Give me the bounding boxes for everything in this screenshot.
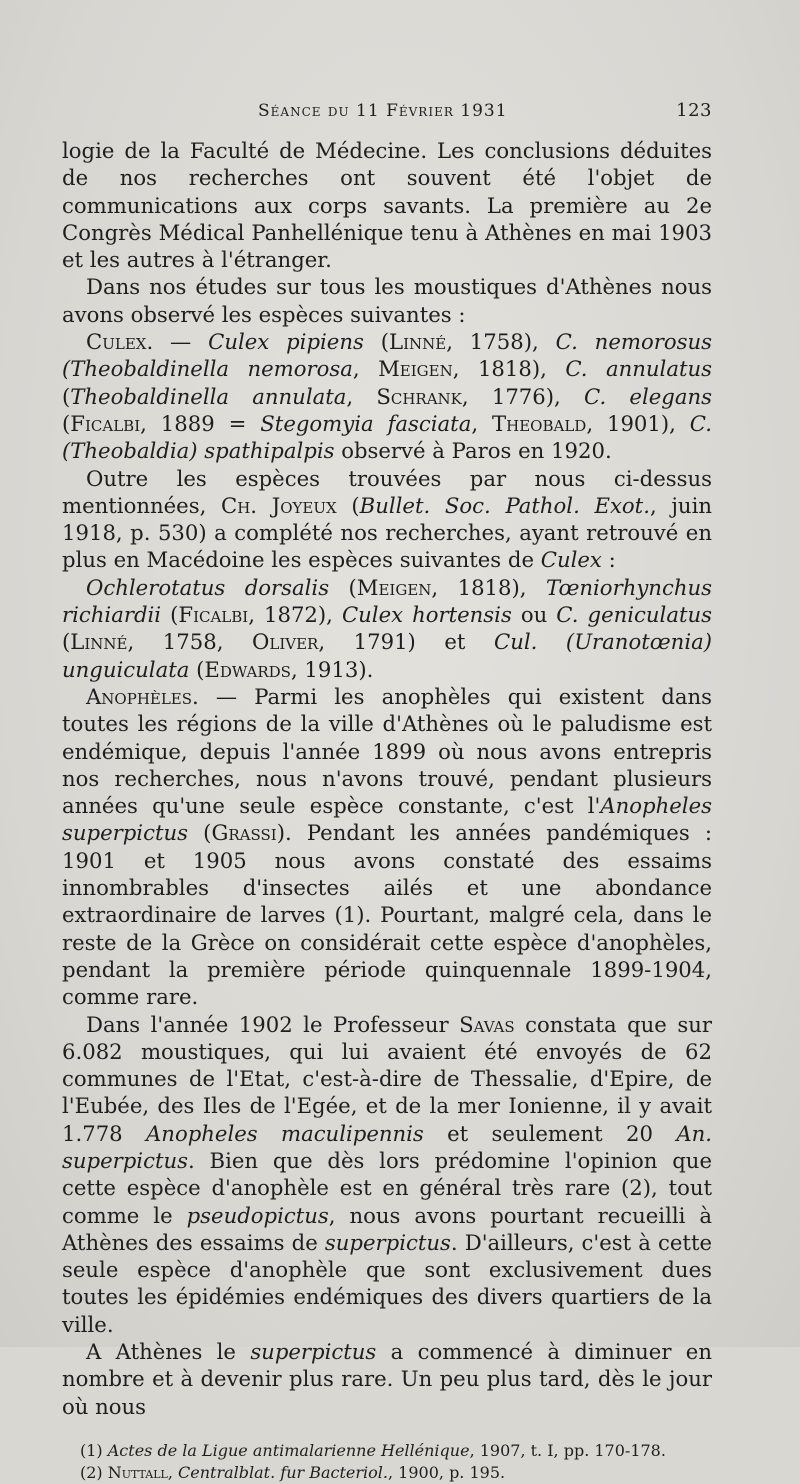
page-number: 123 [676, 100, 712, 121]
footnote-marker: (1) [80, 1440, 108, 1460]
text: , 1776), [461, 383, 584, 409]
text: ( [336, 492, 360, 518]
text: observé à Paros en 1920. [334, 438, 612, 464]
species-name: Theobaldinella annulata [70, 383, 347, 409]
species-name: Stegomyia fasciata [260, 410, 472, 436]
paragraph-joyeux [62, 465, 712, 574]
text: , 1758), [446, 329, 556, 355]
text: . Bien que dès lors prédomine l'opinion que cette espèce d'anophèle est en général très rare (2), tout comme le [62, 1147, 712, 1228]
section-label-culex: Culex. [86, 329, 154, 355]
species-name: pseudopictus [186, 1202, 329, 1228]
text: , 1889 = [140, 410, 261, 436]
journal-name: Actes de la Ligue antimalarienne Hellénique [107, 1440, 470, 1460]
text: , juin 1918, p. 530) a complété nos recherches, ayant retrouvé en plus en Macédoine les espèces suivantes de [62, 492, 712, 573]
species-name: Tœniorhynchus richiardii [62, 574, 712, 628]
text: Dans l'année 1902 le Professeur [86, 1011, 460, 1037]
author-name: Grassi [211, 820, 277, 846]
running-title: Séance du 11 Février 1931 [258, 101, 508, 121]
text: ou [511, 602, 557, 628]
author-name: Ficalbi [178, 602, 249, 628]
text: A Athènes le [86, 1339, 251, 1365]
author-name: Nuttall [107, 1462, 168, 1482]
text: et seulement 20 [423, 1120, 677, 1146]
text: , 1907, t. I, pp. 170-178. [469, 1440, 666, 1460]
author-name: Linné [70, 629, 128, 655]
text: , 1913). [290, 656, 374, 682]
author-name: Savas [459, 1011, 515, 1037]
text: , 1791) et [318, 629, 494, 655]
author-name: Linné [389, 329, 447, 355]
text: ( [62, 629, 71, 655]
paragraph-athens [62, 1338, 712, 1420]
text: — [153, 329, 209, 355]
species-name: C. elegans [584, 383, 712, 409]
species-name: Anopheles maculipennis [146, 1120, 424, 1146]
text: ( [329, 574, 357, 600]
paragraph-anopheles [62, 683, 712, 1011]
species-name: superpictus [250, 1339, 377, 1365]
species-name: superpictus [324, 1229, 451, 1255]
footnote-2 [80, 1462, 712, 1484]
footnote-1 [80, 1440, 712, 1462]
species-name: Culex [540, 547, 602, 573]
text: : [601, 547, 616, 573]
text: ( [62, 410, 71, 436]
author-name: Meigen [356, 574, 432, 600]
species-name: Cul. (Uranotœnia) unguiculata [62, 629, 712, 682]
text: constata que sur 6.082 moustiques, qui lui avaient été envoyés de 62 communes de l'Etat, c'est-à-dire de Thessalie, d'Epire, de l'Eubée, des Iles de l'Egée, et de la mer Ionienne, il y avait 1.778 [62, 1011, 712, 1146]
text: ( [363, 329, 389, 355]
paragraph-savas [62, 1011, 712, 1339]
text: , [167, 1462, 179, 1482]
journal-name: Bullet. Soc. Pathol. Exot. [359, 492, 650, 518]
text: , 1872), [248, 602, 342, 628]
author-name: Schrank [376, 383, 462, 409]
paragraph-species-list [62, 574, 712, 683]
text: ( [161, 602, 179, 628]
text: , nous avons pourtant recueilli à Athènes des essaims de [62, 1202, 712, 1255]
author-name: Meigen [378, 356, 453, 382]
text: — Parmi les anophèles qui existent dans toutes les régions de la ville d'Athènes où le paludisme est endémique, depuis l'année 1899 où nous avons entrepris nos recherches, nous n'avons trouvé, pendant plusieurs années qu'une seule espèce constante, c'est l' [62, 683, 712, 819]
species-name: Culex pipiens [208, 329, 364, 355]
text: , 1900, p. 195. [388, 1462, 506, 1482]
paragraph-culex [62, 328, 712, 464]
text: , 1758, [127, 629, 252, 655]
journal-name: Centralblat. fur Bacteriol. [178, 1462, 388, 1482]
author-name: Edwards [204, 656, 291, 682]
author-name: Ch. Joyeux [221, 492, 337, 518]
text: ( [62, 383, 71, 409]
text: , [352, 356, 379, 382]
author-name: Ficalbi [70, 410, 141, 436]
section-label-anopheles: Anophèles. [86, 683, 199, 709]
paragraph-1: logie de la Faculté de Médecine. Les conclusions déduites de nos recherches ont souvent été l'objet de communications aux corps savants. La première au 2e Congrès Médical Panhellénique tenu à Athènes en mai 1903 et les autres à l'étranger. [62, 138, 712, 273]
text: . D'ailleurs, c'est à cette seule espèce d'anophèle que sont exclusivement dues toutes les épidémies endémiques des divers quartiers de la ville. [62, 1229, 713, 1337]
species-name: Anopheles superpictus [62, 793, 712, 846]
body-text [62, 137, 712, 1420]
text: , [346, 383, 377, 409]
text: ). Pendant les années pandémiques : 1901 et 1905 nous avons constaté des essaims innombrables d'insectes ailés et une abondance extraordinaire de larves (1). Pourtant, malgré cela, dans le reste de la Grèce on considérait cette espèce d'anophèles, pendant la première période quinquennale 1899-1904, comme rare. [62, 820, 712, 1010]
author-name: Theobald [492, 410, 587, 436]
species-name: An. superpictus [62, 1120, 713, 1173]
species-name: Ochlerotatus dorsalis [86, 574, 330, 600]
paragraph-2: Dans nos études sur tous les moustiques d'Athènes nous avons observé les espèces suivantes : [62, 274, 712, 327]
footnotes [62, 1440, 712, 1484]
footnote-marker: (2) [80, 1462, 108, 1482]
species-name: C. nemorosus (Theobaldinella nemorosa [62, 329, 712, 382]
text: , [471, 410, 492, 436]
species-name: Culex hortensis [341, 602, 512, 628]
text: , 1818), [452, 356, 566, 382]
species-name: C. geniculatus [556, 602, 712, 628]
species-name: C. (Theobaldia) spathipalpis [62, 410, 712, 464]
text: , 1818), [431, 574, 546, 600]
text: a commencé à diminuer en nombre et à devenir plus rare. Un peu plus tard, dès le jour où nous [62, 1339, 712, 1419]
text: Outre les espèces trouvées par nous ci-dessus mentionnées, [62, 465, 712, 518]
text: ( [188, 820, 212, 846]
text: ( [189, 656, 205, 682]
species-name: C. annulatus [565, 356, 712, 382]
running-header [62, 100, 712, 121]
author-name: Oliver [252, 629, 319, 655]
text: , 1901), [586, 410, 690, 436]
